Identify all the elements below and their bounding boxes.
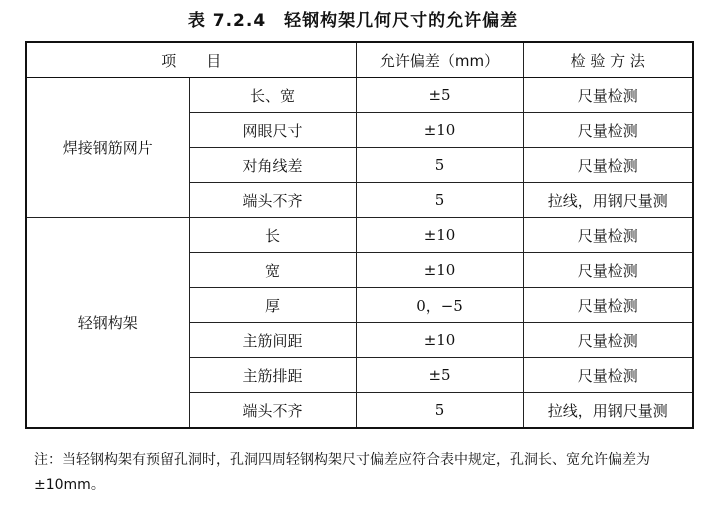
row-tolerance: 5 — [356, 148, 523, 183]
row-item: 宽 — [189, 253, 356, 288]
header-row — [26, 42, 693, 78]
table-row — [26, 78, 693, 113]
row-method: 尺量检测 — [523, 253, 693, 288]
row-method: 尺量检测 — [523, 148, 693, 183]
group-name-mesh: 焊接钢筋网片 — [26, 78, 189, 218]
row-tolerance: 0，−5 — [356, 288, 523, 323]
row-tolerance: ±5 — [356, 358, 523, 393]
row-item: 对角线差 — [189, 148, 356, 183]
row-tolerance: ±10 — [356, 218, 523, 253]
row-method: 尺量检测 — [523, 113, 693, 148]
row-item: 端头不齐 — [189, 393, 356, 429]
row-tolerance: ±10 — [356, 323, 523, 358]
row-tolerance: 5 — [356, 393, 523, 429]
row-item: 网眼尺寸 — [189, 113, 356, 148]
row-method: 尺量检测 — [523, 358, 693, 393]
group-name-frame: 轻钢构架 — [26, 218, 189, 429]
row-tolerance: 5 — [356, 183, 523, 218]
row-item: 厚 — [189, 288, 356, 323]
row-method: 拉线，用钢尺量测 — [523, 183, 693, 218]
row-method: 尺量检测 — [523, 218, 693, 253]
table-note: 注：当轻钢构架有预留孔洞时，孔洞四周轻钢构架尺寸偏差应符合表中规定，孔洞长、宽允许偏差为±10mm。 — [34, 452, 650, 493]
row-item: 主筋间距 — [189, 323, 356, 358]
row-method: 尺量检测 — [523, 78, 693, 113]
row-tolerance: ±10 — [356, 253, 523, 288]
row-tolerance: ±10 — [356, 113, 523, 148]
header-item: 项 目 — [26, 42, 356, 78]
row-method: 尺量检测 — [523, 288, 693, 323]
row-method: 尺量检测 — [523, 323, 693, 358]
row-item: 端头不齐 — [189, 183, 356, 218]
table-title: 表 7.2.4 轻钢构架几何尺寸的允许偏差 — [187, 11, 519, 31]
row-method: 拉线，用钢尺量测 — [523, 393, 693, 429]
row-tolerance: ±5 — [356, 78, 523, 113]
header-tolerance: 允许偏差（mm） — [356, 42, 523, 78]
table-row — [26, 218, 693, 253]
header-method: 检 验 方 法 — [523, 42, 693, 78]
tolerance-table — [25, 41, 694, 429]
row-item: 长、宽 — [189, 78, 356, 113]
row-item: 主筋排距 — [189, 358, 356, 393]
row-item: 长 — [189, 218, 356, 253]
